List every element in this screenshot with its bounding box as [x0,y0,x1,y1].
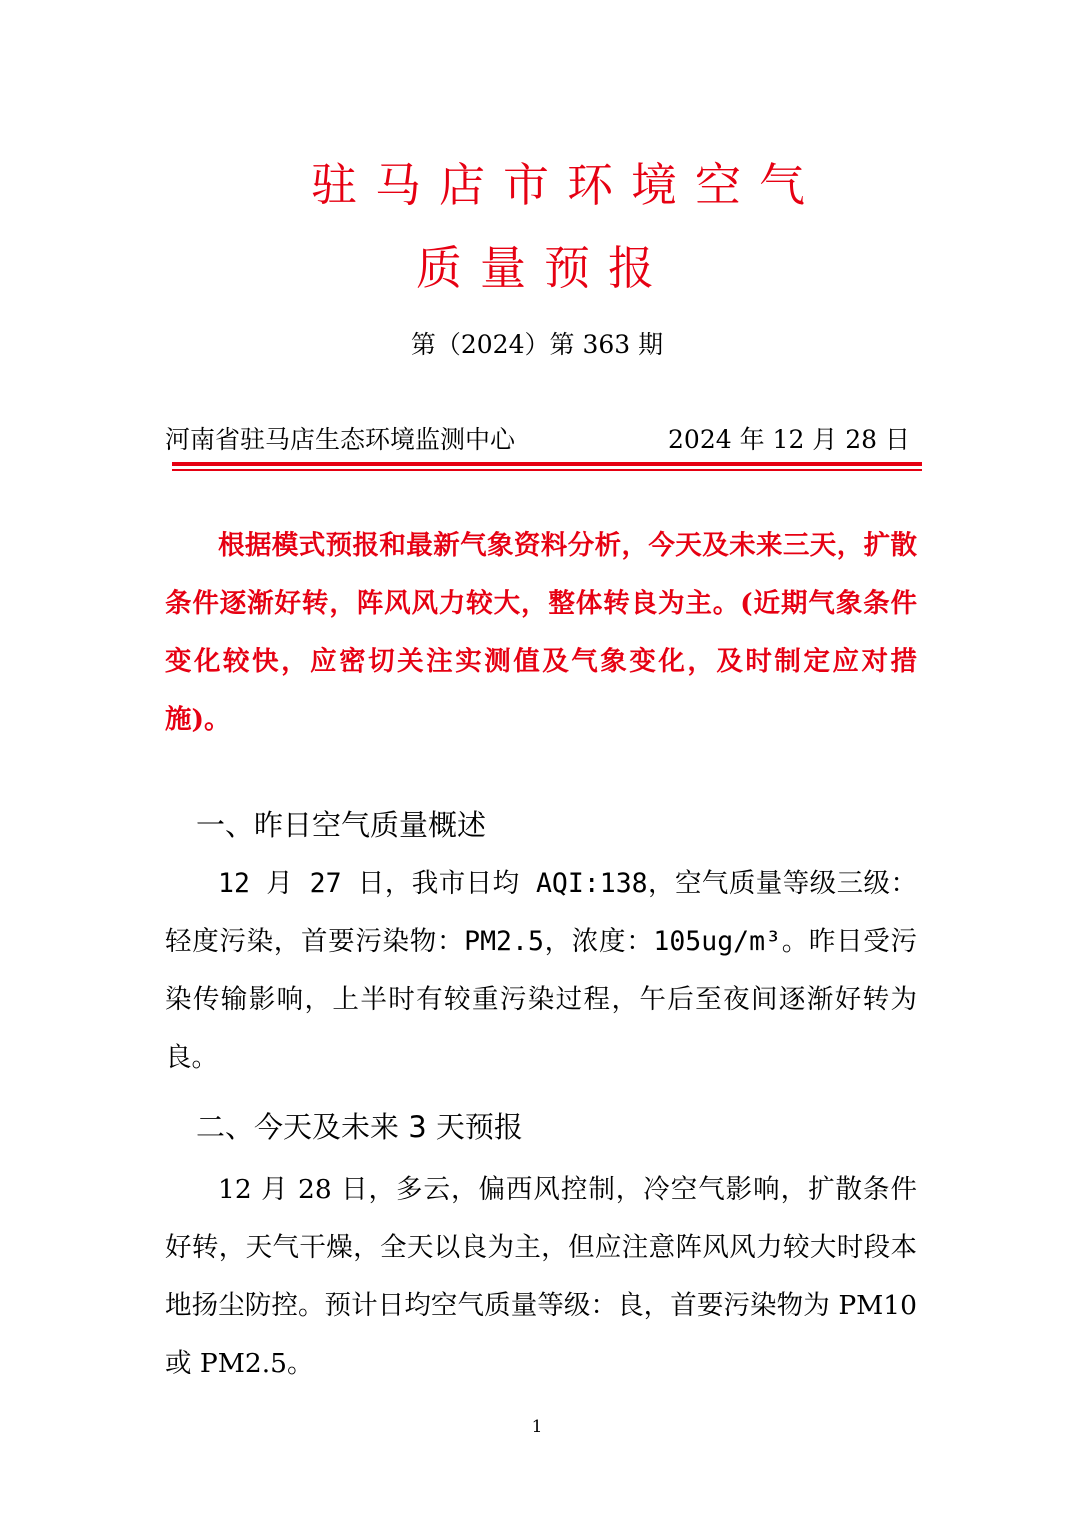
issuing-organization: 河南省驻马店生态环境监测中心 [165,425,516,454]
section-body-yesterday: 12 月 27 日，我市日均 AQI:138，空气质量等级三级：轻度污染，首要污染物：PM2.5，浓度：105ug/m³。昨日受污染传输影响，上半时有较重污染过程，午后至夜间逐渐好转为良。 [165,868,917,1073]
section-body-forecast: 12 月 28 日，多云，偏西风控制，冷空气影响，扩散条件好转，天气干燥，全天以良为主，但应注意阵风风力较大时段本地扬尘防控。预计日均空气质量等级：良，首要污染物为 PM10 或 PM2.5。 [165,1174,917,1379]
document-title-line-1: 驻马店市环境空气 [311,158,823,212]
section-heading-yesterday: 一、昨日空气质量概述 [196,808,487,842]
issue-number: 第（2024）第 363 期 [410,330,664,359]
issue-date: 2024 年 12 月 28 日 [668,425,910,454]
red-divider-thick [172,462,922,466]
red-divider-thin [172,469,922,471]
issuer-row [165,420,910,460]
page-number: 1 [531,1417,543,1437]
document-title-line-2: 质量预报 [416,241,672,295]
forecast-summary: 根据模式预报和最新气象资料分析，今天及未来三天，扩散条件逐渐好转，阵风风力较大，整体转良为主。(近期气象条件变化较快，应密切关注实测值及气象变化，及时制定应对措施)。 [165,530,917,735]
section-heading-forecast: 二、今天及未来 3 天预报 [196,1110,523,1144]
